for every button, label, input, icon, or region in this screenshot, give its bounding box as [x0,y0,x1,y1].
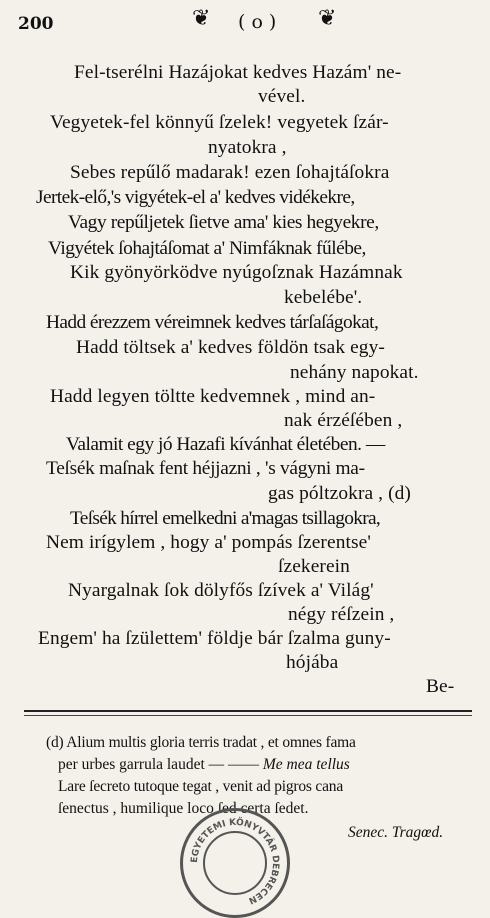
poem-line: Vigyétek ſohajtáſomat a' Nimfáknak fűlébe, [48,238,366,259]
svg-text:EGYETEMI KÖNYVTÁR DEBRECEN: EGYETEMI KÖNYVTÁR DEBRECEN [189,817,281,906]
poem-line: Vegyetek-fel könnyű ſzelek! vegyetek ſzár- [50,112,389,133]
page-number: 200 [18,14,54,34]
poem-line: gas póltzokra , (d) [268,483,411,504]
fleuron-right-icon: ❦ [318,6,337,31]
stamp-lettering [183,811,287,915]
poem-line: Teſsék maſnak fent héjjazni , 's vágyni ma- [46,458,365,479]
footnote-divider [24,710,472,712]
poem-line: vével. [258,86,306,107]
poem-line: Hadd töltsek a' kedves földön tsak egy- [76,337,385,358]
poem-line: Hadd érezzem véreimnek kedves tárſaſágokat, [46,312,379,333]
poem-line: Sebes repűlő madarak! ezen ſohajtáſokra [70,162,390,183]
poem-line: Nyargalnak ſok dölyfős ſzívek a' Világ' [68,580,374,601]
footnote-attribution: Senec. Tragœd. [348,824,444,841]
poem-line: négy réſzein , [288,604,395,625]
poem-line: kebelébe'. [284,287,363,308]
footnote-italic: Me mea tellus [262,756,350,773]
poem-line: hójába [286,652,339,673]
footnote-text: per urbes garrula laudet — —— [58,756,263,773]
footnote-line [58,756,350,774]
poem-line: Fel-tserélni Hazájokat kedves Hazám' ne- [74,62,402,83]
poem-line: Vagy repűljetek ſietve ama' kies hegyekre, [68,212,379,233]
fleuron-left-icon: ❦ [192,6,211,31]
poem-line: nyatokra , [208,137,287,158]
poem-line: nak érzéſében , [284,410,403,431]
library-stamp [180,808,290,918]
poem-line: Teſsék hírrel emelkedni a'magas tsillagokra, [70,508,381,529]
poem-line: nehány napokat. [290,362,419,383]
catchword: Be- [426,676,455,697]
poem-line: Jertek-elő,'s vigyétek-el a' kedves vidékekre, [36,187,355,208]
header-ornament: ( o ) [238,11,277,33]
footnote-divider-thin [24,715,472,716]
poem-line: Hadd legyen töltte kedvemnek , mind an- [50,386,376,407]
footnote-line: ſenectus , humilique loco ſed certa ſedet. [58,800,309,817]
poem-line: Valamit egy jó Hazafi kívánhat életében. — [66,434,385,455]
poem-line: Engem' ha ſzülettem' földje bár ſzalma guny- [38,628,391,649]
footnote-line: Lare ſecreto tutoque tegat , venit ad pigros cana [58,778,344,795]
poem-line: ſzekerein [278,556,350,577]
poem-line: Nem irígylem , hogy a' pompás ſzerentse' [46,532,371,553]
footnote-line: (d) Alium multis gloria terris tradat , et omnes fama [46,734,356,751]
poem-line: Kik gyönyörködve nyúgoſznak Hazámnak [70,262,403,283]
